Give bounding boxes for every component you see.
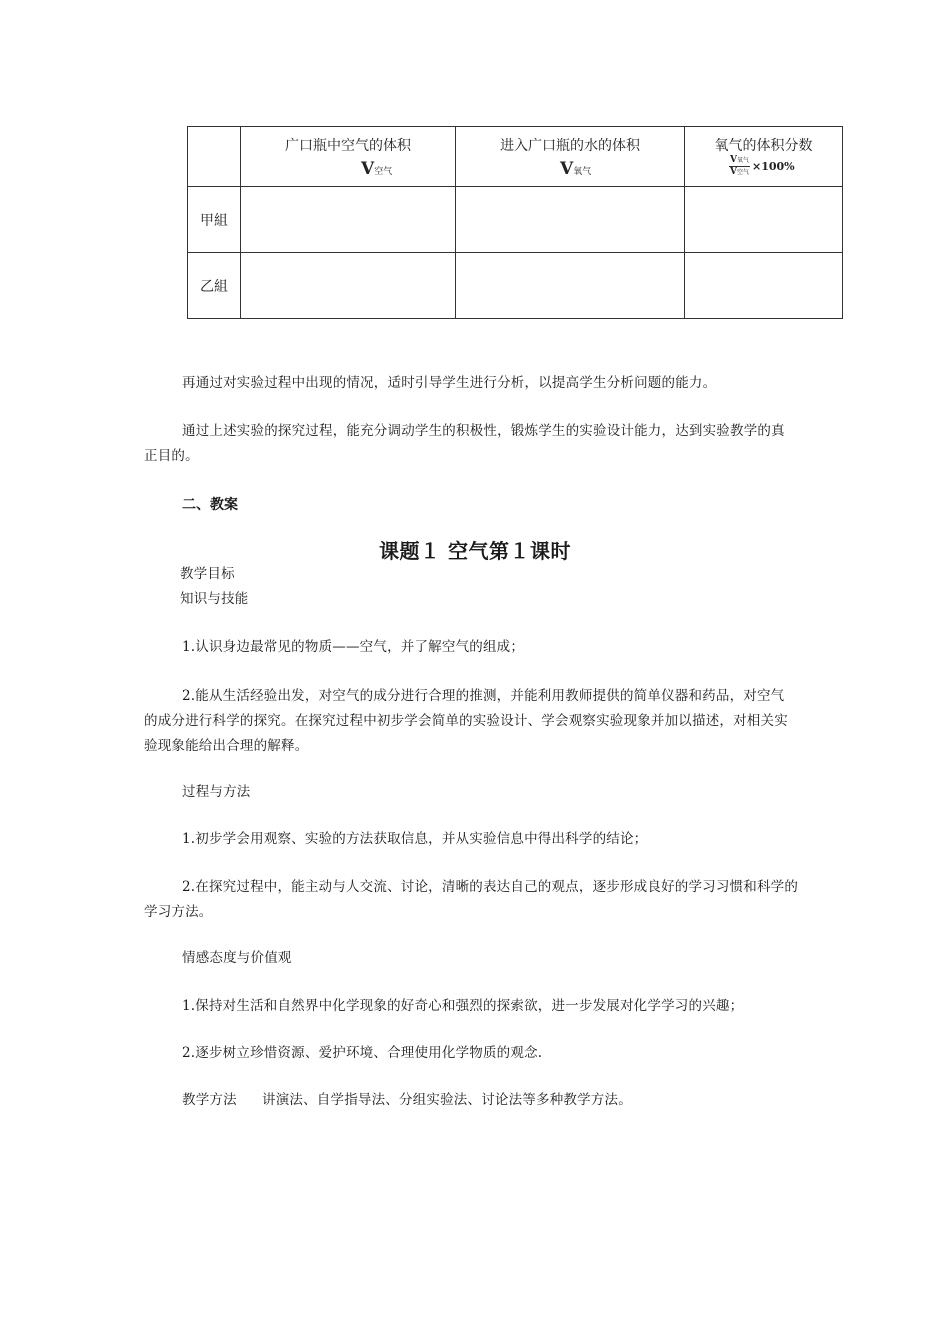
label-knowledge-skills: 知识与技能 <box>180 591 249 607</box>
table-cell <box>456 253 685 319</box>
formula-denominator-sub: 空气 <box>736 169 749 176</box>
table-cell <box>685 187 843 253</box>
section-heading-lesson-plan: 二、教案 <box>182 497 238 513</box>
page-title: 课题１ 空气第１课时 <box>379 539 571 563</box>
header-oxygen-fraction <box>685 127 843 187</box>
header-air-volume-text: 广口瓶中空气的体积 <box>285 138 411 154</box>
header-water-volume-text: 进入广口瓶的水的体积 <box>500 138 640 154</box>
row-label-group-a: 甲組 <box>188 187 241 253</box>
symbol-v-air: V <box>361 159 375 179</box>
table-cell <box>685 253 843 319</box>
teaching-method-text: 讲演法、自学指导法、分组实验法、讨论法等多种教学方法。 <box>262 1092 632 1108</box>
process-item-2-line1: 2.在探究过程中，能主动与人交流、讨论，清晰的表达自己的观点，逐步形成良好的学习习惯和科学的 <box>182 879 799 895</box>
formula-times-100: ×100% <box>752 160 795 173</box>
experiment-data-table <box>187 126 843 319</box>
formula-numerator-sub: 氧气 <box>736 157 749 164</box>
knowledge-item-2-line1: 2.能从生活经验出发，对空气的成分进行合理的推测，并能利用教师提供的简单仪器和药品，对空气 <box>182 688 785 704</box>
label-teaching-method: 教学方法 <box>182 1092 237 1108</box>
header-oxygen-fraction-text: 氧气的体积分数 <box>714 138 813 154</box>
process-item-2-line2: 学习方法。 <box>144 904 213 920</box>
paragraph-summary-line1: 通过上述实验的探究过程，能充分调动学生的积极性，锻炼学生的实验设计能力，达到实验教学的真 <box>182 423 785 439</box>
knowledge-item-2-line2: 的成分进行科学的探究。在探究过程中初步学会简单的实验设计、学会观察实验现象并加以描述，对相关实 <box>144 713 788 729</box>
label-emotion-values: 情感态度与价值观 <box>182 950 292 966</box>
table-cell <box>241 253 456 319</box>
symbol-v-oxygen-sub: 氧气 <box>573 167 592 177</box>
paragraph-analysis: 再通过对实验过程中出现的情况，适时引导学生进行分析，以提高学生分析问题的能力。 <box>182 375 717 391</box>
table-cell <box>456 187 685 253</box>
formula-denominator: V <box>730 167 737 177</box>
table-row <box>188 187 843 253</box>
paragraph-summary-line2: 正目的。 <box>144 448 199 464</box>
process-item-1: 1.初步学会用观察、实验的方法获取信息，并从实验信息中得出科学的结论； <box>182 831 648 847</box>
label-process-methods: 过程与方法 <box>182 784 251 800</box>
symbol-v-air-sub: 空气 <box>374 167 393 177</box>
knowledge-item-2-line3: 验现象能给出合理的解释。 <box>144 738 309 754</box>
emotion-item-1: 1.保持对生活和自然界中化学现象的好奇心和强烈的探索欲，进一步发展对化学学习的兴趣； <box>182 998 744 1014</box>
table-header-row <box>188 127 843 187</box>
knowledge-item-1: 1.认识身边最常见的物质——空气，并了解空气的组成； <box>182 639 525 655</box>
row-label-group-b: 乙組 <box>188 253 241 319</box>
table-corner-cell <box>188 127 241 187</box>
header-air-volume <box>241 127 456 187</box>
label-teaching-goals: 教学目标 <box>180 566 235 582</box>
emotion-item-2: 2.逐步树立珍惜资源、爱护环境、合理使用化学物质的观念. <box>182 1045 543 1061</box>
oxygen-fraction-formula <box>729 155 795 178</box>
symbol-v-oxygen: V <box>560 159 574 179</box>
formula-numerator: V <box>730 155 737 165</box>
table-row <box>188 253 843 319</box>
table-cell <box>241 187 456 253</box>
header-water-volume <box>456 127 685 187</box>
